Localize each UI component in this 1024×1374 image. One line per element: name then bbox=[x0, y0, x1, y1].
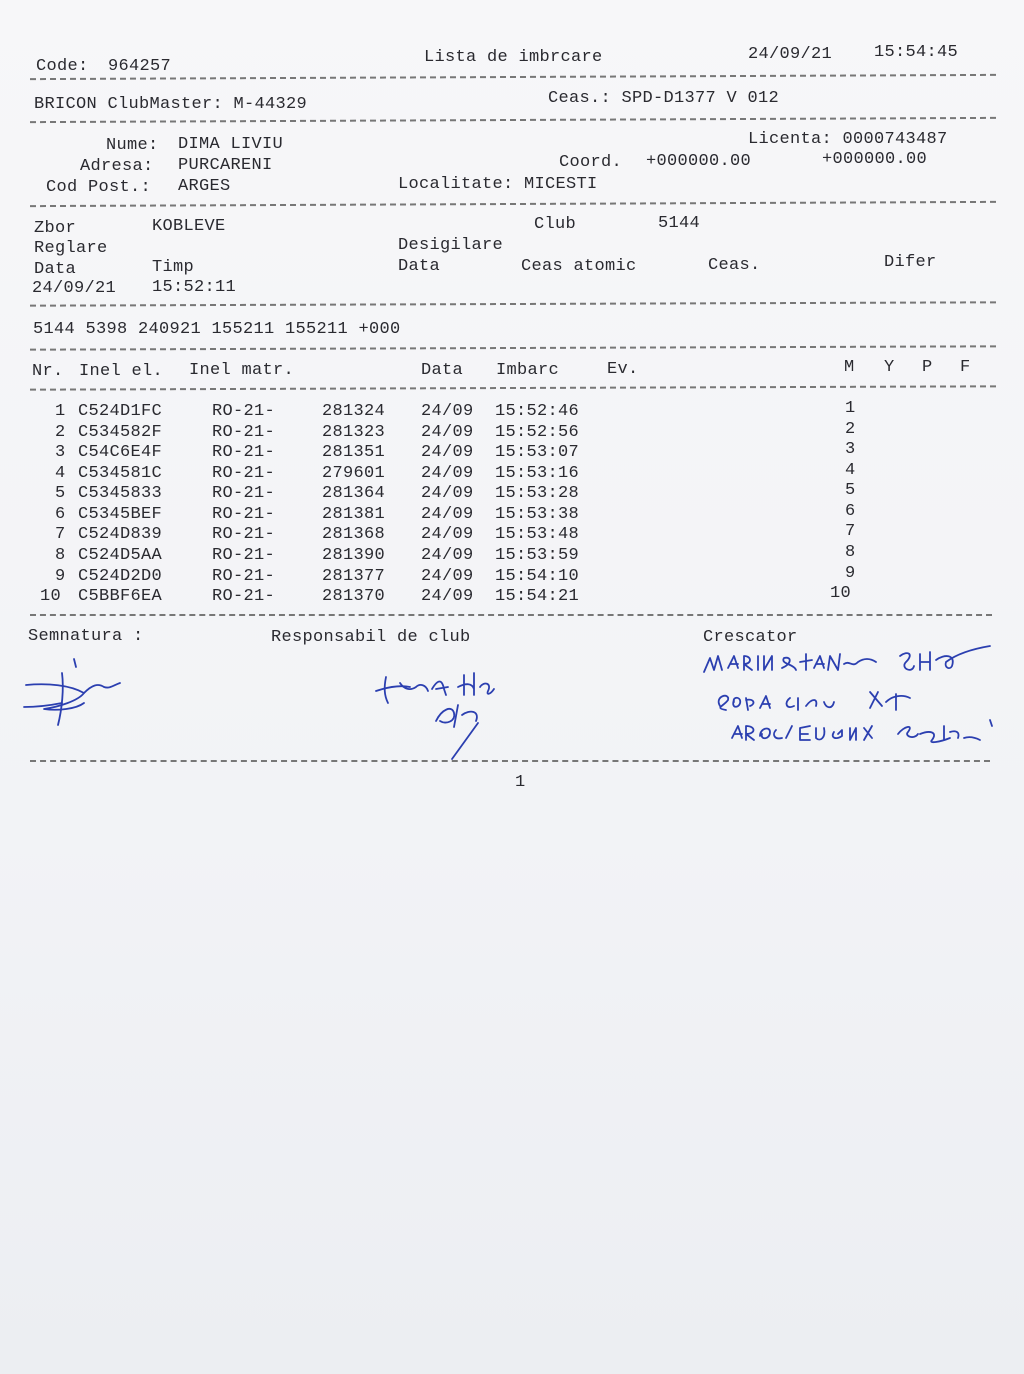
crescator-label: Crescator bbox=[703, 628, 798, 647]
document-title: Lista de imbrcare bbox=[424, 48, 603, 67]
col-header-nr: Nr. bbox=[32, 362, 64, 381]
col-header-ev: Ev. bbox=[607, 360, 639, 379]
divider bbox=[30, 201, 996, 207]
row-imbarc: 15:53:28 bbox=[495, 484, 580, 503]
reglare-label: Reglare bbox=[34, 239, 108, 258]
signature-responsabil bbox=[370, 665, 510, 765]
localitate: Localitate: MICESTI bbox=[398, 175, 598, 194]
semnatura-label: Semnatura : bbox=[28, 627, 144, 646]
col-header-y: Y bbox=[884, 358, 895, 377]
row-nr: 9 bbox=[55, 567, 66, 586]
row-data: 24/09 bbox=[421, 567, 474, 586]
row-inel-el: C54C6E4F bbox=[78, 443, 163, 462]
row-matr: 281368 bbox=[322, 525, 386, 544]
row-inel-el: C5345833 bbox=[78, 484, 163, 503]
row-data: 24/09 bbox=[421, 546, 474, 565]
divider bbox=[30, 345, 996, 350]
table-row bbox=[0, 584, 1024, 608]
summary-line: 5144 5398 240921 155211 155211 +000 bbox=[33, 320, 401, 339]
row-serie: RO-21- bbox=[212, 567, 276, 586]
row-serie: RO-21- bbox=[212, 443, 276, 462]
ceas-label: Ceas. bbox=[708, 256, 761, 275]
row-nr: 8 bbox=[55, 546, 66, 565]
row-data: 24/09 bbox=[421, 402, 474, 421]
row-matr: 281390 bbox=[322, 546, 386, 565]
row-serie: RO-21- bbox=[212, 587, 276, 606]
header-date: 24/09/21 bbox=[748, 45, 833, 64]
row-inel-el: C524D1FC bbox=[78, 402, 163, 421]
row-m: 7 bbox=[845, 522, 856, 541]
table-row bbox=[0, 543, 1024, 567]
responsabil-label: Responsabil de club bbox=[271, 628, 471, 647]
row-imbarc: 15:52:56 bbox=[495, 423, 580, 442]
row-imbarc: 15:53:59 bbox=[495, 546, 580, 565]
row-matr: 279601 bbox=[322, 464, 386, 483]
zbor-value: KOBLEVE bbox=[152, 217, 226, 236]
divider bbox=[30, 301, 996, 306]
row-nr: 3 bbox=[55, 443, 66, 462]
page-number: 1 bbox=[515, 773, 526, 792]
desigilare-data-label: Data bbox=[398, 257, 441, 276]
col-header-p: P bbox=[922, 358, 933, 377]
row-inel-el: C524D839 bbox=[78, 525, 163, 544]
row-inel-el: C534581C bbox=[78, 464, 163, 483]
col-header-imbarc: Imbarc bbox=[496, 361, 560, 380]
row-imbarc: 15:53:38 bbox=[495, 505, 580, 524]
nume-value: DIMA LIVIU bbox=[178, 135, 284, 154]
row-matr: 281364 bbox=[322, 484, 386, 503]
divider bbox=[30, 614, 992, 616]
desigilare-label: Desigilare bbox=[398, 236, 504, 255]
licenta: Licenta: 0000743487 bbox=[748, 130, 948, 149]
row-imbarc: 15:53:48 bbox=[495, 525, 580, 544]
row-serie: RO-21- bbox=[212, 505, 276, 524]
table-row bbox=[0, 481, 1024, 505]
col-header-inel-el: Inel el. bbox=[79, 362, 164, 381]
table-row bbox=[0, 440, 1024, 464]
data-label: Data bbox=[34, 260, 77, 279]
table-row bbox=[0, 399, 1024, 423]
row-matr: 281323 bbox=[322, 423, 386, 442]
table-row bbox=[0, 564, 1024, 588]
divider bbox=[30, 117, 996, 123]
clock-id: Ceas.: SPD-D1377 V 012 bbox=[548, 89, 780, 108]
row-inel-el: C5345BEF bbox=[78, 505, 163, 524]
table-row bbox=[0, 522, 1024, 546]
divider bbox=[30, 74, 996, 80]
row-serie: RO-21- bbox=[212, 402, 276, 421]
row-data: 24/09 bbox=[421, 443, 474, 462]
divider bbox=[30, 760, 990, 762]
row-data: 24/09 bbox=[421, 525, 474, 544]
row-nr: 2 bbox=[55, 423, 66, 442]
row-serie: RO-21- bbox=[212, 546, 276, 565]
col-header-inel-matr: Inel matr. bbox=[189, 361, 295, 380]
col-header-m: M bbox=[844, 358, 855, 377]
row-serie: RO-21- bbox=[212, 525, 276, 544]
club-value: 5144 bbox=[658, 214, 701, 233]
row-m: 10 bbox=[830, 584, 852, 603]
table-row bbox=[0, 420, 1024, 444]
table-row bbox=[0, 461, 1024, 485]
row-inel-el: C524D2D0 bbox=[78, 567, 163, 586]
code-label: Code: bbox=[36, 57, 89, 76]
codpost-label: Cod Post.: bbox=[46, 178, 152, 197]
signature-semnatura bbox=[18, 655, 128, 735]
row-m: 9 bbox=[845, 564, 856, 583]
code-value: 964257 bbox=[108, 57, 172, 76]
reglare-data: 24/09/21 bbox=[32, 279, 117, 298]
clubmaster-id: BRICON ClubMaster: M-44329 bbox=[34, 95, 308, 114]
row-m: 2 bbox=[845, 420, 856, 439]
col-header-data: Data bbox=[421, 361, 464, 380]
nume-label: Nume: bbox=[106, 136, 159, 155]
timp-label: Timp bbox=[152, 258, 195, 277]
row-inel-el: C5BBF6EA bbox=[78, 587, 163, 606]
row-serie: RO-21- bbox=[212, 484, 276, 503]
row-matr: 281381 bbox=[322, 505, 386, 524]
row-inel-el: C524D5AA bbox=[78, 546, 163, 565]
signature-crescator bbox=[700, 640, 1000, 765]
codpost-value: ARGES bbox=[178, 177, 231, 196]
row-m: 6 bbox=[845, 502, 856, 521]
col-header-f: F bbox=[960, 358, 971, 377]
row-imbarc: 15:53:16 bbox=[495, 464, 580, 483]
row-data: 24/09 bbox=[421, 464, 474, 483]
row-m: 1 bbox=[845, 399, 856, 418]
row-nr: 10 bbox=[40, 587, 62, 606]
divider bbox=[30, 385, 996, 390]
row-imbarc: 15:52:46 bbox=[495, 402, 580, 421]
adresa-value: PURCARENI bbox=[178, 156, 273, 175]
row-matr: 281324 bbox=[322, 402, 386, 421]
row-m: 5 bbox=[845, 481, 856, 500]
difer-label: Difer bbox=[884, 253, 937, 272]
row-matr: 281351 bbox=[322, 443, 386, 462]
row-matr: 281370 bbox=[322, 587, 386, 606]
zbor-label: Zbor bbox=[34, 219, 77, 238]
club-label: Club bbox=[534, 215, 577, 234]
coord-y: +000000.00 bbox=[822, 150, 928, 169]
row-data: 24/09 bbox=[421, 423, 474, 442]
row-nr: 4 bbox=[55, 464, 66, 483]
adresa-label: Adresa: bbox=[80, 157, 154, 176]
row-data: 24/09 bbox=[421, 484, 474, 503]
row-inel-el: C534582F bbox=[78, 423, 163, 442]
row-nr: 1 bbox=[55, 402, 66, 421]
coord-label: Coord. bbox=[559, 153, 623, 172]
header-time: 15:54:45 bbox=[874, 43, 959, 62]
row-data: 24/09 bbox=[421, 587, 474, 606]
row-m: 4 bbox=[845, 461, 856, 480]
row-m: 8 bbox=[845, 543, 856, 562]
row-matr: 281377 bbox=[322, 567, 386, 586]
row-nr: 7 bbox=[55, 525, 66, 544]
row-nr: 6 bbox=[55, 505, 66, 524]
row-imbarc: 15:54:21 bbox=[495, 587, 580, 606]
row-imbarc: 15:53:07 bbox=[495, 443, 580, 462]
ceas-atomic-label: Ceas atomic bbox=[521, 257, 637, 276]
row-nr: 5 bbox=[55, 484, 66, 503]
row-imbarc: 15:54:10 bbox=[495, 567, 580, 586]
reglare-timp: 15:52:11 bbox=[152, 278, 237, 297]
row-serie: RO-21- bbox=[212, 423, 276, 442]
table-row bbox=[0, 502, 1024, 526]
coord-x: +000000.00 bbox=[646, 152, 752, 171]
row-data: 24/09 bbox=[421, 505, 474, 524]
row-serie: RO-21- bbox=[212, 464, 276, 483]
row-m: 3 bbox=[845, 440, 856, 459]
